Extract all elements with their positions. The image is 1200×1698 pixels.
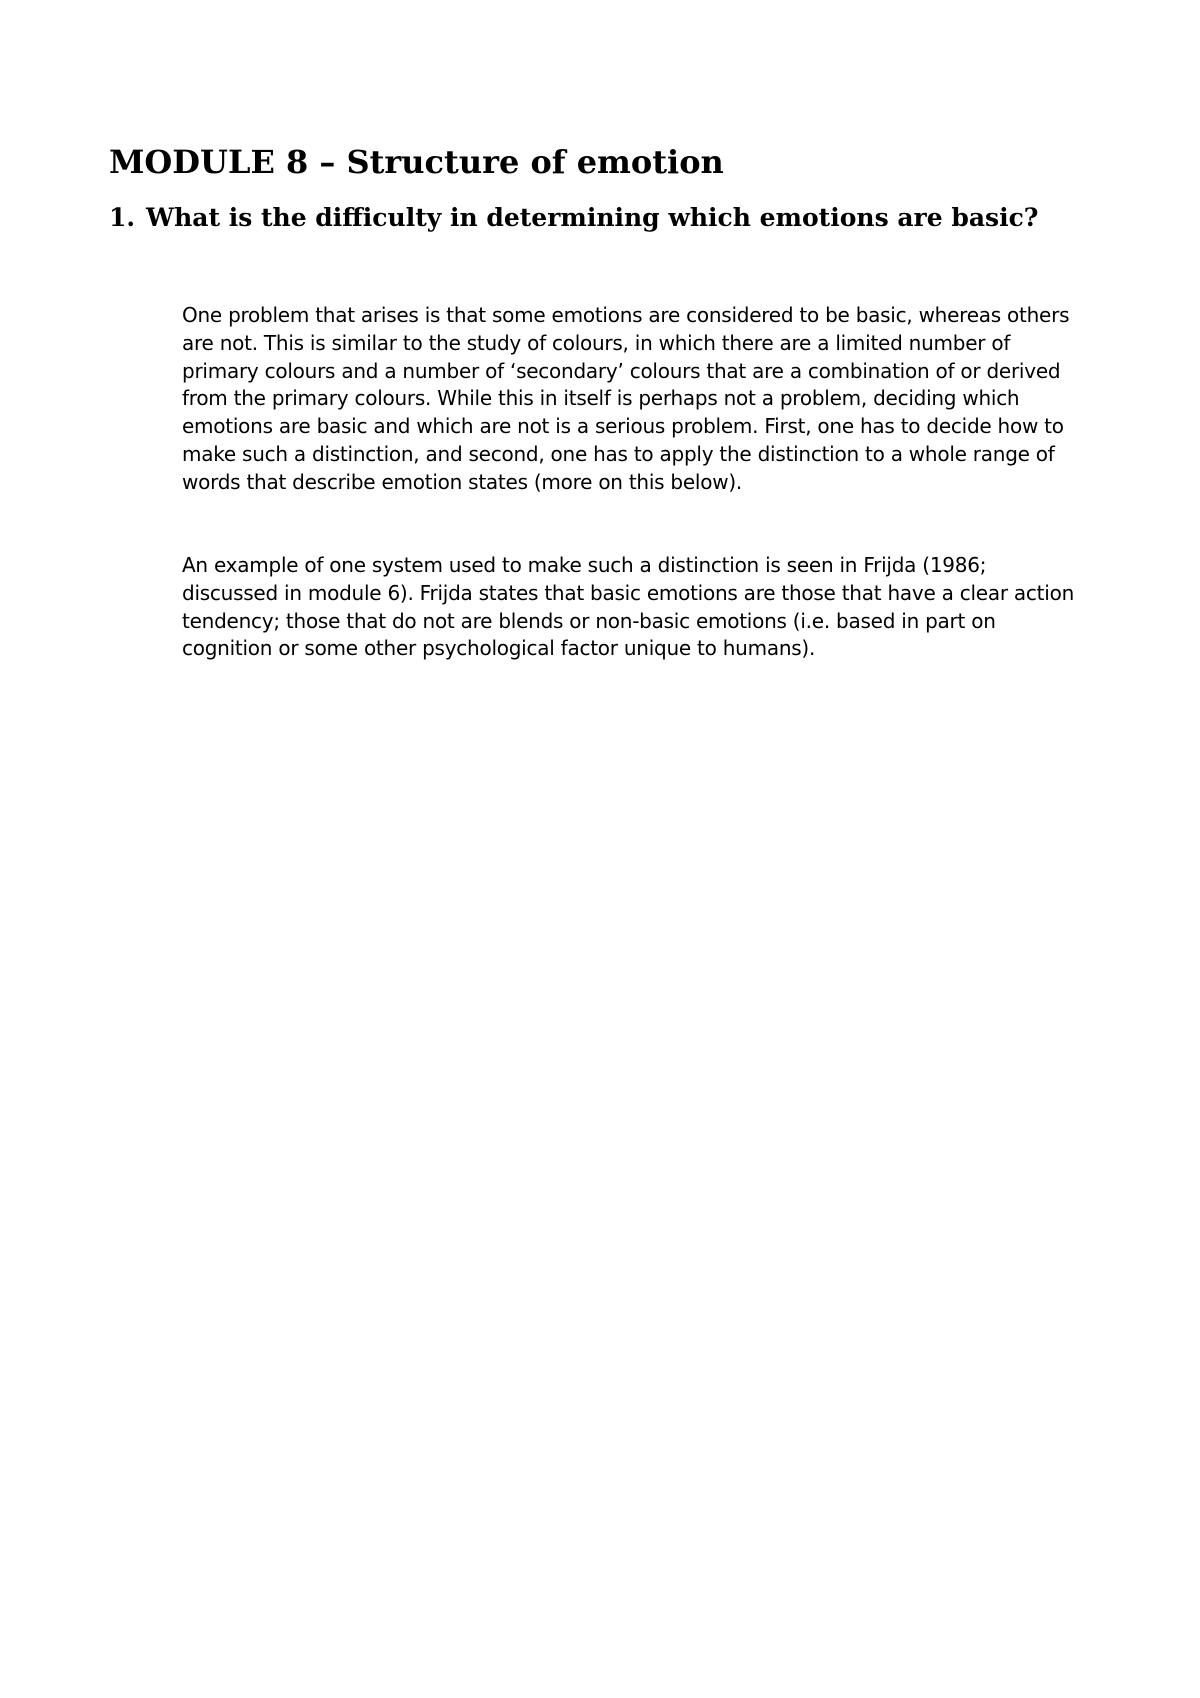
answer-paragraph-2: An example of one system used to make such a distinction is seen in Frijda (1986; discussed in module 6). Frijda states that basic emotions are those that have a clear action tendency; those that do not are blends or non-basic emotions (i.e. based in part on cognition or some other psychological factor unique to humans). [182, 553, 1074, 661]
answer-paragraph-1: One problem that arises is that some emotions are considered to be basic, whereas others are not. This is similar to the study of colours, in which there are a limited number of primary colours and a number of ‘secondary’ colours that are a combination of or derived from the primary colours. While this in itself is perhaps not a problem, deciding which emotions are basic and which are not is a serious problem. First, one has to decide how to make such a distinction, and second, one has to apply the distinction to a whole range of words that describe emotion states (more on this below). [182, 303, 1070, 494]
question-text: What is the difficulty in determining which emotions are basic? [146, 203, 1039, 232]
question-number: 1. [109, 203, 136, 232]
module-title: MODULE 8 – Structure of emotion [109, 143, 724, 181]
question-heading [109, 200, 1069, 235]
